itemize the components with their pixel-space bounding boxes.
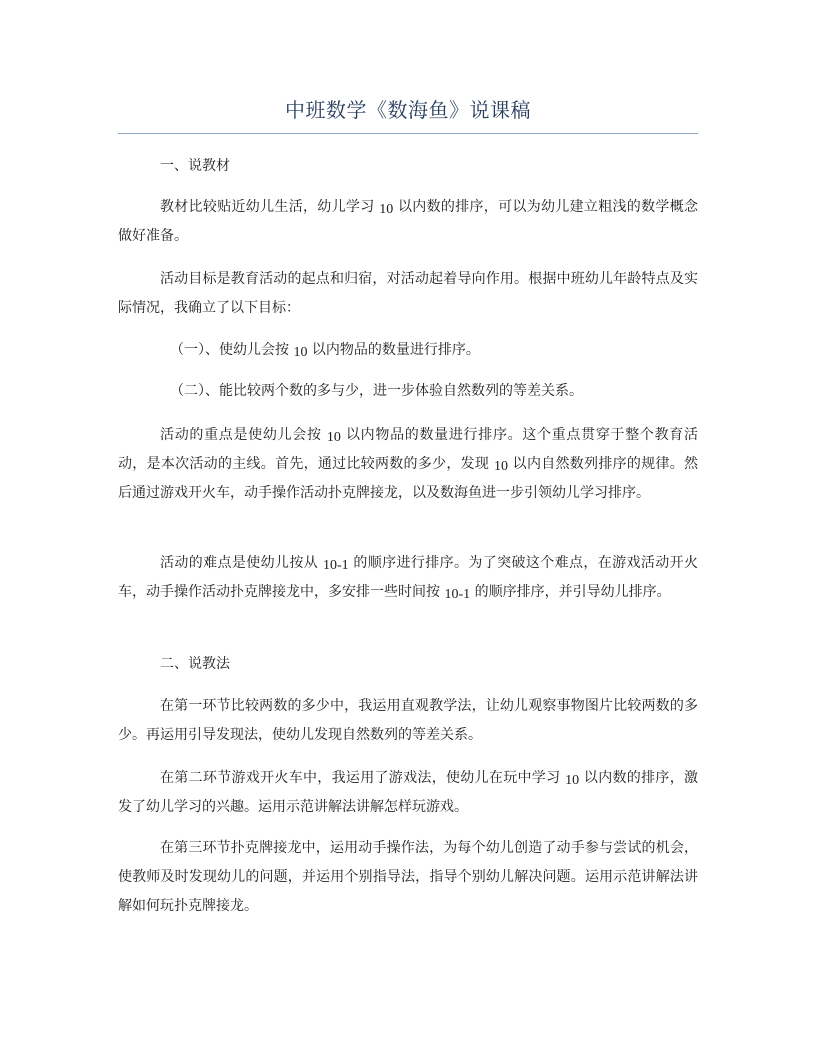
paragraph — [118, 421, 698, 508]
document-title: 中班数学《数海鱼》说课稿 — [285, 98, 531, 122]
goal-text: （二）、能比较两个数的多与少，进一步体验自然数列的等差关系。 — [170, 383, 583, 399]
paragraph — [118, 265, 698, 323]
section-2 — [118, 650, 698, 679]
paragraph-text: 活动目标是教育活动的起点和归宿，对活动起着导向作用。根据中班幼儿年龄特点及实际情况，我确立了以下目标： — [118, 271, 698, 316]
paragraph-text: 教材比较贴近幼儿生活，幼儿学习 10 以内数的排序，可以为幼儿建立粗浅的数学概念做好准备。 — [118, 199, 698, 244]
goal-item — [118, 336, 698, 365]
section-heading: 一、说教材 — [160, 158, 230, 174]
paragraph-text: 在第一环节比较两数的多少中，我运用直观教学法，让幼儿观察事物图片比较两数的多少。再运用引导发现法，使幼儿发现自然数列的等差关系。 — [118, 698, 698, 743]
paragraph-text: 活动的难点是使幼儿按从 10-1 的顺序进行排序。为了突破这个难点，在游戏活动开火车，动手操作活动扑克牌接龙中，多安排一些时间按 10-1 的顺序排序，并引导幼儿排序。 — [118, 555, 699, 602]
paragraph — [118, 764, 698, 822]
goal-item — [118, 377, 698, 406]
goal-text: （一）、使幼儿会按 10 以内物品的数量进行排序。 — [170, 342, 480, 360]
title-divider — [118, 133, 698, 134]
paragraph-text: 在第二环节游戏开火车中，我运用了游戏法，使幼儿在玩中学习 10 以内数的排序，激发了幼儿学习的兴趣。运用示范讲解法讲解怎样玩游戏。 — [118, 770, 699, 815]
section-1 — [118, 152, 698, 181]
paragraph — [118, 834, 698, 921]
paragraph — [118, 549, 698, 607]
paragraph-text: 活动的重点是使幼儿会按 10 以内物品的数量进行排序。这个重点贯穿于整个教育活动，是本次活动的主线。首先，通过比较两数的多少，发现 10 以内自然数列排序的规律。然后通过游戏开火车，动手操作活动扑克牌接龙，以及数海鱼进一步引领幼儿学习排序。 — [118, 427, 699, 501]
section-heading: 二、说教法 — [160, 656, 230, 672]
paragraph-text: 在第三环节扑克牌接龙中，运用动手操作法，为每个幼儿创造了动手参与尝试的机会，使教师及时发现幼儿的问题，并运用个别指导法，指导个别幼儿解决问题。运用示范讲解法讲解如何玩扑克牌接龙。 — [118, 840, 698, 914]
paragraph — [118, 193, 698, 251]
paragraph — [118, 692, 698, 750]
